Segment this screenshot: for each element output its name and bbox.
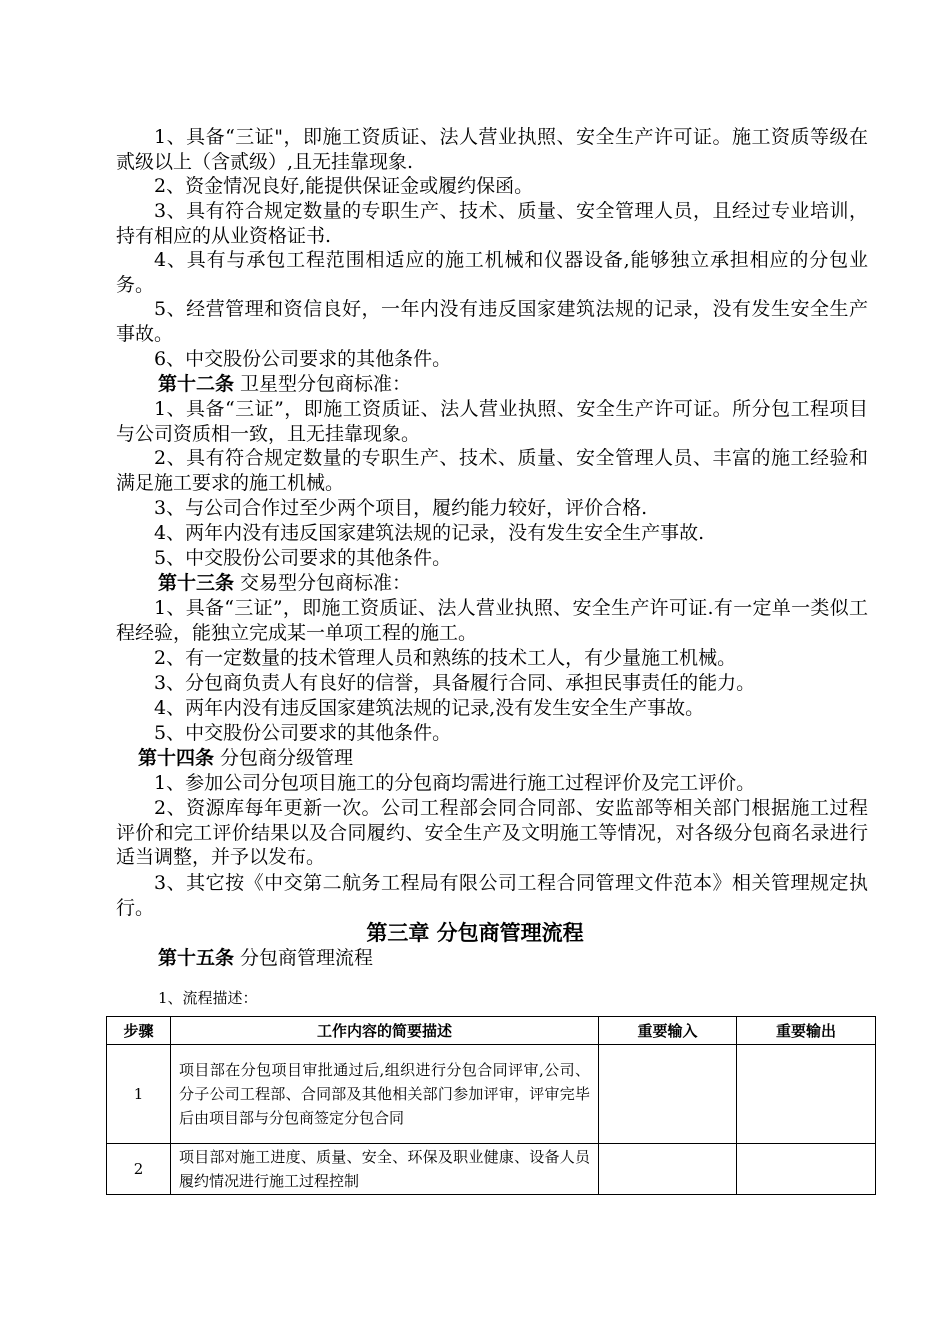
article-number: 第十三条 <box>158 572 235 594</box>
step-output <box>737 1144 876 1195</box>
flow-description-label: 1、流程描述： <box>158 989 258 1007</box>
paragraph: 5、中交股份公司要求的其他条件。 <box>154 722 452 744</box>
article-heading-14 <box>138 746 890 771</box>
article-number: 第十四条 <box>138 747 215 769</box>
article-title: 分包商分级管理 <box>214 747 354 769</box>
table-header-row <box>107 1017 876 1045</box>
paragraph: 2、资金情况良好,能提供保证金或履约保函。 <box>154 175 534 197</box>
paragraph: 6、中交股份公司要求的其他条件。 <box>154 348 452 370</box>
step-output <box>737 1045 876 1144</box>
process-table <box>106 1016 876 1195</box>
paragraph: 4、两年内没有违反国家建筑法规的记录,没有发生安全生产事故。 <box>154 697 705 719</box>
article-title: 交易型分包商标准： <box>234 572 412 594</box>
paragraph: 1、具备“三证”，即施工资质证、法人营业执照、安全生产许可证。所分包工程项目与公司资质相一致，且无挂靠现象。 <box>116 398 868 445</box>
paragraph: 2、具有符合规定数量的专职生产、技术、质量、安全管理人员、丰富的施工经验和满足施工要求的施工机械。 <box>116 447 868 494</box>
step-description: 项目部在分包项目审批通过后,组织进行分包合同评审,公司、分子公司工程部、合同部及其他相关部门参加评审，评审完毕后由项目部与分包商签定分包合同 <box>171 1045 599 1144</box>
article-number: 第十五条 <box>158 947 235 969</box>
header-step: 步骤 <box>107 1017 171 1045</box>
article-heading-13 <box>158 571 910 596</box>
paragraph: 5、中交股份公司要求的其他条件。 <box>154 547 452 569</box>
paragraph: 4、两年内没有违反国家建筑法规的记录，没有发生安全生产事故. <box>154 522 705 544</box>
table-row <box>107 1045 876 1144</box>
paragraph: 4、具有与承包工程范围相适应的施工机械和仪器设备,能够独立承担相应的分包业务。 <box>116 249 868 296</box>
article-heading-15 <box>158 946 910 971</box>
article-heading-12 <box>158 372 910 397</box>
step-number: 1 <box>107 1045 171 1144</box>
paragraph: 3、具有符合规定数量的专职生产、技术、质量、安全管理人员，且经过专业培训，持有相应的从业资格证书. <box>116 200 868 247</box>
step-number: 2 <box>107 1144 171 1195</box>
header-output: 重要输出 <box>737 1017 876 1045</box>
paragraph: 3、其它按《中交第二航务工程局有限公司工程合同管理文件范本》相关管理规定执行。 <box>116 872 868 919</box>
paragraph: 2、资源库每年更新一次。公司工程部会同合同部、安监部等相关部门根据施工过程评价和完工评价结果以及合同履约、安全生产及文明施工等情况，对各级分包商名录进行适当调整，并予以发布。 <box>116 797 868 868</box>
chapter-title: 第三章 分包商管理流程 <box>366 921 584 945</box>
article-title: 分包商管理流程 <box>234 947 374 969</box>
step-description: 项目部对施工进度、质量、安全、环保及职业健康、设备人员履约情况进行施工过程控制 <box>171 1144 599 1195</box>
paragraph: 1、参加公司分包项目施工的分包商均需进行施工过程评价及完工评价。 <box>154 772 756 794</box>
header-input: 重要输入 <box>599 1017 737 1045</box>
step-input <box>599 1144 737 1195</box>
paragraph: 3、与公司合作过至少两个项目，履约能力较好，评价合格. <box>154 497 648 519</box>
step-input <box>599 1045 737 1144</box>
paragraph: 5、经营管理和资信良好，一年内没有违反国家建筑法规的记录，没有发生安全生产事故。 <box>116 298 868 345</box>
article-number: 第十二条 <box>158 373 235 395</box>
article-title: 卫星型分包商标准： <box>234 373 412 395</box>
header-description: 工作内容的简要描述 <box>171 1017 599 1045</box>
paragraph: 1、具备“三证”，即施工资质证、法人营业执照、安全生产许可证.有一定单一类似工程经验，能独立完成某一单项工程的施工。 <box>116 597 868 644</box>
table-row <box>107 1144 876 1195</box>
paragraph: 1、具备“三证"，即施工资质证、法人营业执照、安全生产许可证。施工资质等级在贰级以上（含贰级）,且无挂靠现象. <box>116 126 868 173</box>
paragraph: 2、有一定数量的技术管理人员和熟练的技术工人，有少量施工机械。 <box>154 647 737 669</box>
paragraph: 3、分包商负责人有良好的信誉，具备履行合同、承担民事责任的能力。 <box>154 672 756 694</box>
